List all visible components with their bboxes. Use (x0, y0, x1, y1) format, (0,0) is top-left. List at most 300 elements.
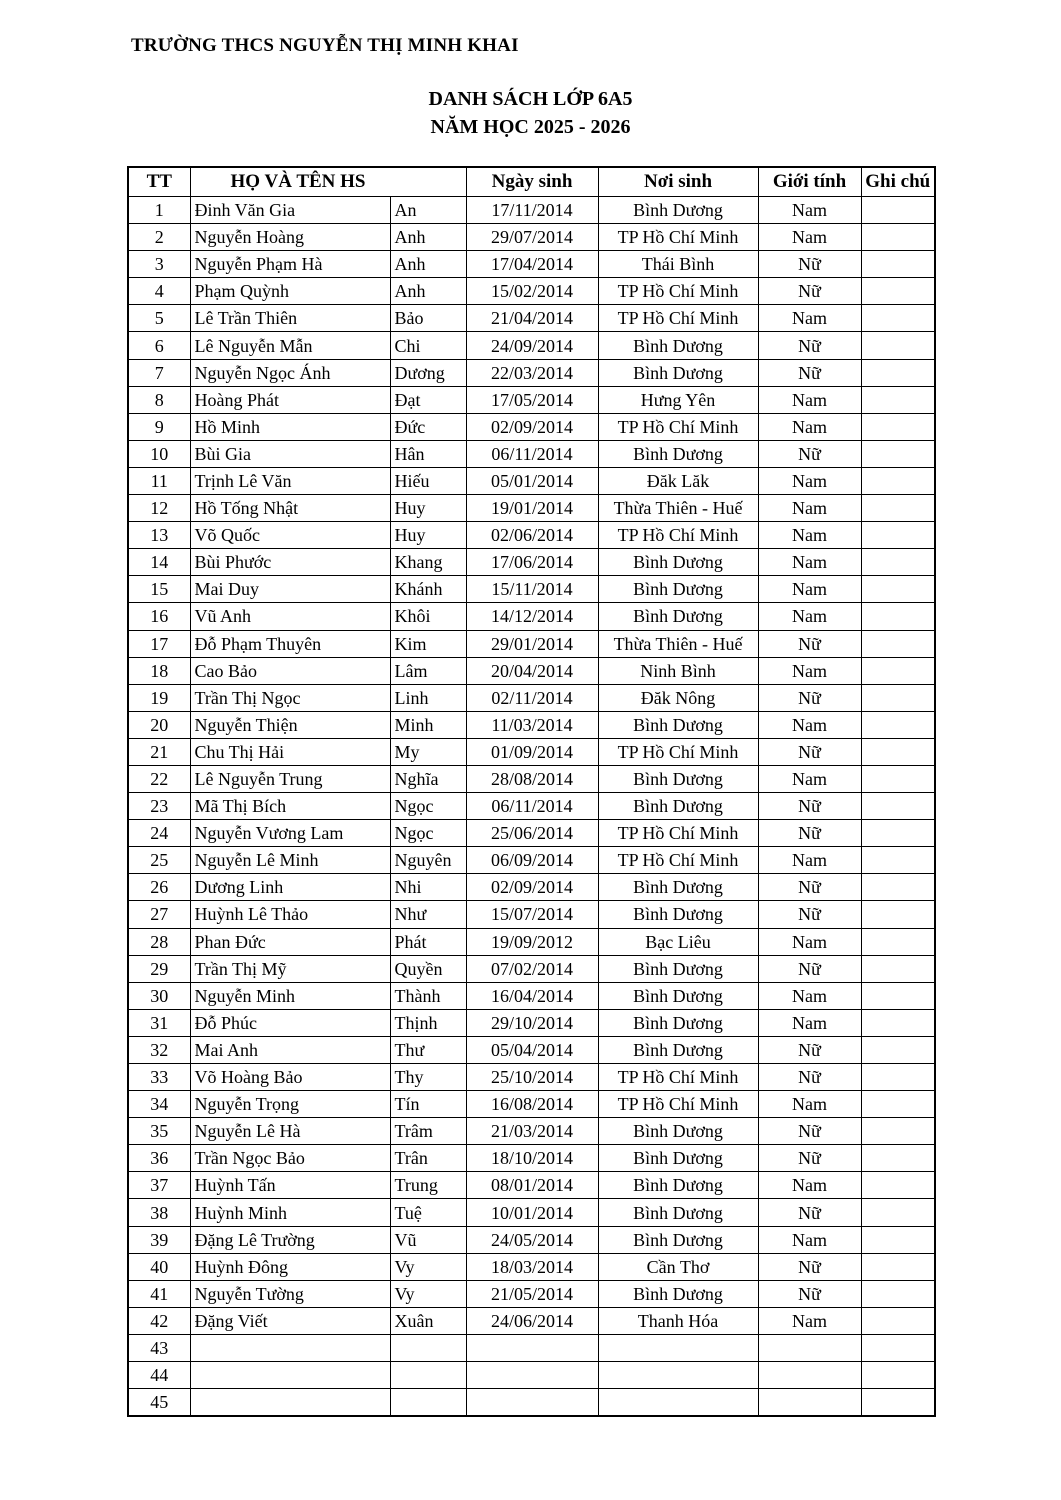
cell-family-name: Nguyễn Lê Minh (190, 847, 390, 874)
cell-birth-date: 08/01/2014 (466, 1172, 598, 1199)
table-row (128, 522, 935, 549)
cell-tt: 12 (128, 495, 190, 522)
table-row (128, 1280, 935, 1307)
cell-note (861, 467, 935, 494)
cell-tt: 42 (128, 1307, 190, 1334)
cell-tt: 16 (128, 603, 190, 630)
table-row (128, 603, 935, 630)
cell-tt: 37 (128, 1172, 190, 1199)
cell-birth-place: Bình Dương (598, 1009, 758, 1036)
table-row (128, 467, 935, 494)
table-row (128, 1145, 935, 1172)
table-row (128, 1253, 935, 1280)
table-row (128, 765, 935, 792)
cell-birth-place: Bình Dương (598, 1118, 758, 1145)
cell-birth-date: 06/09/2014 (466, 847, 598, 874)
cell-family-name: Nguyễn Vương Lam (190, 820, 390, 847)
cell-family-name: Lê Trần Thiên (190, 305, 390, 332)
cell-note (861, 1091, 935, 1118)
cell-gender: Nam (758, 576, 861, 603)
cell-given-name: Trung (390, 1172, 466, 1199)
table-row (128, 495, 935, 522)
cell-note (861, 440, 935, 467)
cell-tt: 27 (128, 901, 190, 928)
cell-birth-place: Hưng Yên (598, 386, 758, 413)
table-row (128, 847, 935, 874)
cell-note (861, 684, 935, 711)
table-row (128, 738, 935, 765)
cell-gender: Nữ (758, 1118, 861, 1145)
cell-birth-date (466, 1334, 598, 1361)
table-row (128, 901, 935, 928)
cell-family-name: Nguyễn Minh (190, 982, 390, 1009)
cell-birth-place: Bình Dương (598, 359, 758, 386)
cell-family-name: Huỳnh Tấn (190, 1172, 390, 1199)
cell-gender: Nam (758, 1091, 861, 1118)
cell-gender: Nữ (758, 440, 861, 467)
cell-note (861, 1199, 935, 1226)
cell-birth-date: 06/11/2014 (466, 793, 598, 820)
cell-given-name: Huy (390, 522, 466, 549)
cell-family-name: Cao Bảo (190, 657, 390, 684)
table-row (128, 576, 935, 603)
cell-family-name: Nguyễn Trọng (190, 1091, 390, 1118)
cell-gender: Nam (758, 495, 861, 522)
cell-note (861, 1226, 935, 1253)
cell-note (861, 495, 935, 522)
table-row (128, 413, 935, 440)
list-title: DANH SÁCH LỚP 6A5 (428, 88, 633, 110)
cell-tt: 41 (128, 1280, 190, 1307)
cell-note (861, 630, 935, 657)
cell-birth-date: 25/06/2014 (466, 820, 598, 847)
table-row (128, 1118, 935, 1145)
cell-birth-date: 24/09/2014 (466, 332, 598, 359)
cell-family-name: Võ Quốc (190, 522, 390, 549)
cell-tt: 33 (128, 1064, 190, 1091)
cell-note (861, 874, 935, 901)
cell-family-name: Lê Nguyễn Trung (190, 765, 390, 792)
table-row (128, 440, 935, 467)
cell-gender: Nữ (758, 1064, 861, 1091)
cell-birth-place: Bình Dương (598, 955, 758, 982)
cell-birth-date: 05/04/2014 (466, 1036, 598, 1063)
cell-family-name: Nguyễn Lê Hà (190, 1118, 390, 1145)
cell-given-name: Dương (390, 359, 466, 386)
cell-birth-date: 28/08/2014 (466, 765, 598, 792)
cell-note (861, 928, 935, 955)
cell-birth-place: Đăk Nông (598, 684, 758, 711)
cell-gender: Nam (758, 982, 861, 1009)
cell-gender (758, 1362, 861, 1389)
cell-birth-place: Bình Dương (598, 711, 758, 738)
cell-given-name: Lâm (390, 657, 466, 684)
cell-gender: Nam (758, 1172, 861, 1199)
cell-gender: Nữ (758, 793, 861, 820)
cell-birth-date: 17/06/2014 (466, 549, 598, 576)
cell-tt: 36 (128, 1145, 190, 1172)
header-dob: Ngày sinh (466, 167, 598, 197)
cell-gender: Nam (758, 549, 861, 576)
cell-birth-date: 18/10/2014 (466, 1145, 598, 1172)
cell-tt: 35 (128, 1118, 190, 1145)
cell-tt: 21 (128, 738, 190, 765)
table-row (128, 1091, 935, 1118)
cell-gender: Nam (758, 1307, 861, 1334)
table-row (128, 251, 935, 278)
cell-birth-date: 14/12/2014 (466, 603, 598, 630)
table-row (128, 332, 935, 359)
cell-note (861, 1036, 935, 1063)
cell-note (861, 1280, 935, 1307)
cell-birth-place: TP Hồ Chí Minh (598, 305, 758, 332)
cell-birth-place: Bình Dương (598, 603, 758, 630)
cell-tt: 38 (128, 1199, 190, 1226)
cell-tt: 45 (128, 1389, 190, 1417)
header-note: Ghi chú (861, 167, 935, 197)
cell-tt: 11 (128, 467, 190, 494)
cell-birth-date (466, 1389, 598, 1417)
cell-given-name: Thành (390, 982, 466, 1009)
table-row (128, 874, 935, 901)
cell-gender: Nam (758, 603, 861, 630)
cell-note (861, 1145, 935, 1172)
cell-birth-place (598, 1334, 758, 1361)
cell-note (861, 522, 935, 549)
table-row (128, 657, 935, 684)
cell-birth-place: Bình Dương (598, 1199, 758, 1226)
cell-birth-place: TP Hồ Chí Minh (598, 522, 758, 549)
cell-birth-place: Bạc Liêu (598, 928, 758, 955)
cell-tt: 30 (128, 982, 190, 1009)
table-row (128, 1064, 935, 1091)
cell-tt: 6 (128, 332, 190, 359)
table-row (128, 1389, 935, 1417)
cell-given-name: Kim (390, 630, 466, 657)
cell-birth-date: 19/01/2014 (466, 495, 598, 522)
cell-given-name: Thịnh (390, 1009, 466, 1036)
table-row (128, 630, 935, 657)
cell-birth-place: Thừa Thiên - Huế (598, 495, 758, 522)
cell-given-name: Ngọc (390, 820, 466, 847)
cell-tt: 23 (128, 793, 190, 820)
cell-birth-place: Thừa Thiên - Huế (598, 630, 758, 657)
table-row (128, 982, 935, 1009)
cell-family-name (190, 1334, 390, 1361)
cell-given-name: Anh (390, 224, 466, 251)
cell-birth-place: Bình Dương (598, 1226, 758, 1253)
cell-birth-date: 17/04/2014 (466, 251, 598, 278)
cell-birth-place: TP Hồ Chí Minh (598, 278, 758, 305)
cell-birth-place (598, 1362, 758, 1389)
cell-given-name: Vy (390, 1253, 466, 1280)
cell-given-name: An (390, 197, 466, 224)
cell-given-name: Khang (390, 549, 466, 576)
cell-birth-place: Bình Dương (598, 874, 758, 901)
cell-note (861, 332, 935, 359)
cell-gender: Nam (758, 1226, 861, 1253)
cell-tt: 31 (128, 1009, 190, 1036)
cell-note (861, 359, 935, 386)
cell-birth-place: TP Hồ Chí Minh (598, 413, 758, 440)
cell-gender: Nữ (758, 874, 861, 901)
cell-birth-date: 25/10/2014 (466, 1064, 598, 1091)
cell-given-name: Linh (390, 684, 466, 711)
cell-birth-date: 16/04/2014 (466, 982, 598, 1009)
cell-note (861, 711, 935, 738)
cell-tt: 26 (128, 874, 190, 901)
cell-family-name: Đặng Viết (190, 1307, 390, 1334)
cell-birth-date: 15/07/2014 (466, 901, 598, 928)
cell-family-name: Trần Thị Mỹ (190, 955, 390, 982)
cell-tt: 43 (128, 1334, 190, 1361)
cell-gender: Nữ (758, 901, 861, 928)
cell-family-name (190, 1389, 390, 1417)
cell-birth-date: 17/11/2014 (466, 197, 598, 224)
cell-gender: Nữ (758, 738, 861, 765)
cell-note (861, 793, 935, 820)
cell-gender: Nam (758, 305, 861, 332)
cell-birth-place: Bình Dương (598, 197, 758, 224)
table-row (128, 1199, 935, 1226)
cell-family-name: Lê Nguyễn Mẫn (190, 332, 390, 359)
cell-note (861, 955, 935, 982)
cell-birth-date: 18/03/2014 (466, 1253, 598, 1280)
cell-family-name: Mã Thị Bích (190, 793, 390, 820)
cell-tt: 32 (128, 1036, 190, 1063)
cell-note (861, 1307, 935, 1334)
cell-given-name: Anh (390, 251, 466, 278)
cell-gender: Nữ (758, 1036, 861, 1063)
cell-gender: Nữ (758, 684, 861, 711)
cell-gender (758, 1334, 861, 1361)
cell-birth-date: 07/02/2014 (466, 955, 598, 982)
table-row (128, 1009, 935, 1036)
cell-birth-date: 24/05/2014 (466, 1226, 598, 1253)
header-tt: TT (128, 167, 190, 197)
cell-given-name (390, 1362, 466, 1389)
table-row (128, 1334, 935, 1361)
cell-birth-date: 02/11/2014 (466, 684, 598, 711)
cell-note (861, 1389, 935, 1417)
table-row (128, 549, 935, 576)
cell-family-name: Mai Duy (190, 576, 390, 603)
cell-family-name: Đặng Lê Trường (190, 1226, 390, 1253)
cell-note (861, 413, 935, 440)
cell-given-name: Như (390, 901, 466, 928)
cell-note (861, 305, 935, 332)
cell-birth-date: 20/04/2014 (466, 657, 598, 684)
cell-birth-date: 11/03/2014 (466, 711, 598, 738)
cell-birth-place: TP Hồ Chí Minh (598, 738, 758, 765)
table-row (128, 820, 935, 847)
cell-birth-place: Bình Dương (598, 765, 758, 792)
cell-gender: Nam (758, 197, 861, 224)
cell-given-name: Khánh (390, 576, 466, 603)
cell-tt: 25 (128, 847, 190, 874)
cell-family-name: Nguyễn Phạm Hà (190, 251, 390, 278)
cell-tt: 20 (128, 711, 190, 738)
cell-gender: Nữ (758, 332, 861, 359)
cell-gender: Nam (758, 928, 861, 955)
table-row (128, 711, 935, 738)
cell-tt: 44 (128, 1362, 190, 1389)
table-row (128, 955, 935, 982)
cell-birth-date: 19/09/2012 (466, 928, 598, 955)
cell-family-name: Trần Ngọc Bảo (190, 1145, 390, 1172)
cell-family-name: Mai Anh (190, 1036, 390, 1063)
cell-note (861, 224, 935, 251)
cell-given-name: Xuân (390, 1307, 466, 1334)
cell-given-name: Hân (390, 440, 466, 467)
cell-note (861, 820, 935, 847)
cell-given-name: Nguyên (390, 847, 466, 874)
cell-note (861, 982, 935, 1009)
cell-birth-place: Bình Dương (598, 982, 758, 1009)
cell-note (861, 657, 935, 684)
cell-given-name: Thư (390, 1036, 466, 1063)
cell-note (861, 1172, 935, 1199)
cell-gender: Nam (758, 847, 861, 874)
cell-birth-date: 01/09/2014 (466, 738, 598, 765)
cell-birth-date: 24/06/2014 (466, 1307, 598, 1334)
cell-family-name: Phan Đức (190, 928, 390, 955)
cell-birth-date: 17/05/2014 (466, 386, 598, 413)
cell-gender: Nam (758, 657, 861, 684)
cell-tt: 3 (128, 251, 190, 278)
cell-gender: Nam (758, 224, 861, 251)
cell-given-name: Đức (390, 413, 466, 440)
cell-gender: Nữ (758, 630, 861, 657)
cell-birth-place: Bình Dương (598, 793, 758, 820)
cell-note (861, 1118, 935, 1145)
cell-birth-place: Bình Dương (598, 332, 758, 359)
table-header-row (128, 167, 935, 197)
cell-birth-date: 29/10/2014 (466, 1009, 598, 1036)
cell-birth-place: Bình Dương (598, 1145, 758, 1172)
cell-note (861, 1253, 935, 1280)
cell-birth-place: Bình Dương (598, 901, 758, 928)
cell-given-name: My (390, 738, 466, 765)
cell-given-name: Trâm (390, 1118, 466, 1145)
cell-birth-place: Bình Dương (598, 576, 758, 603)
cell-given-name: Tín (390, 1091, 466, 1118)
header-sex: Giới tính (758, 167, 861, 197)
cell-note (861, 1009, 935, 1036)
cell-birth-place: TP Hồ Chí Minh (598, 1091, 758, 1118)
cell-tt: 8 (128, 386, 190, 413)
cell-gender: Nữ (758, 1253, 861, 1280)
cell-family-name: Vũ Anh (190, 603, 390, 630)
cell-birth-date: 16/08/2014 (466, 1091, 598, 1118)
cell-family-name: Hồ Minh (190, 413, 390, 440)
cell-given-name: Minh (390, 711, 466, 738)
cell-tt: 4 (128, 278, 190, 305)
cell-note (861, 1362, 935, 1389)
cell-given-name: Tuệ (390, 1199, 466, 1226)
header-name: HỌ VÀ TÊN HS (190, 167, 466, 197)
cell-gender: Nam (758, 522, 861, 549)
cell-tt: 5 (128, 305, 190, 332)
cell-given-name: Phát (390, 928, 466, 955)
cell-tt: 28 (128, 928, 190, 955)
cell-tt: 7 (128, 359, 190, 386)
cell-note (861, 603, 935, 630)
cell-tt: 14 (128, 549, 190, 576)
cell-family-name: Võ Hoàng Bảo (190, 1064, 390, 1091)
cell-family-name: Đỗ Phạm Thuyên (190, 630, 390, 657)
cell-tt: 34 (128, 1091, 190, 1118)
cell-note (861, 549, 935, 576)
cell-tt: 29 (128, 955, 190, 982)
cell-gender: Nam (758, 711, 861, 738)
cell-given-name: Vũ (390, 1226, 466, 1253)
cell-given-name: Anh (390, 278, 466, 305)
cell-birth-date: 05/01/2014 (466, 467, 598, 494)
table-row (128, 1307, 935, 1334)
cell-family-name: Hoàng Phát (190, 386, 390, 413)
cell-birth-place: TP Hồ Chí Minh (598, 820, 758, 847)
cell-note (861, 1334, 935, 1361)
cell-note (861, 576, 935, 603)
cell-family-name: Huỳnh Minh (190, 1199, 390, 1226)
cell-tt: 39 (128, 1226, 190, 1253)
cell-birth-place (598, 1389, 758, 1417)
cell-tt: 10 (128, 440, 190, 467)
school-year: NĂM HỌC 2025 - 2026 (430, 116, 631, 138)
cell-gender: Nữ (758, 1145, 861, 1172)
table-row (128, 1362, 935, 1389)
cell-birth-date: 29/01/2014 (466, 630, 598, 657)
header-pob: Nơi sinh (598, 167, 758, 197)
cell-birth-place: TP Hồ Chí Minh (598, 1064, 758, 1091)
cell-family-name: Chu Thị Hải (190, 738, 390, 765)
cell-given-name: Nghĩa (390, 765, 466, 792)
table-row (128, 224, 935, 251)
cell-birth-date: 06/11/2014 (466, 440, 598, 467)
cell-birth-place: Bình Dương (598, 1036, 758, 1063)
cell-given-name: Thy (390, 1064, 466, 1091)
cell-note (861, 738, 935, 765)
cell-gender: Nam (758, 765, 861, 792)
cell-birth-date: 10/01/2014 (466, 1199, 598, 1226)
student-table (127, 166, 936, 1417)
table-row (128, 1036, 935, 1063)
cell-birth-place: Cần Thơ (598, 1253, 758, 1280)
cell-given-name: Hiếu (390, 467, 466, 494)
cell-gender (758, 1389, 861, 1417)
cell-birth-date: 02/09/2014 (466, 874, 598, 901)
cell-given-name: Quyền (390, 955, 466, 982)
cell-given-name: Chi (390, 332, 466, 359)
cell-note (861, 278, 935, 305)
cell-gender: Nữ (758, 1199, 861, 1226)
cell-family-name: Nguyễn Ngọc Ánh (190, 359, 390, 386)
cell-birth-place: Thanh Hóa (598, 1307, 758, 1334)
cell-family-name: Huỳnh Đông (190, 1253, 390, 1280)
cell-given-name (390, 1389, 466, 1417)
cell-family-name: Hồ Tống Nhật (190, 495, 390, 522)
cell-family-name: Phạm Quỳnh (190, 278, 390, 305)
cell-birth-place: Đăk Lăk (598, 467, 758, 494)
cell-gender: Nữ (758, 955, 861, 982)
cell-tt: 9 (128, 413, 190, 440)
cell-tt: 24 (128, 820, 190, 847)
cell-tt: 2 (128, 224, 190, 251)
cell-birth-date: 02/09/2014 (466, 413, 598, 440)
cell-note (861, 386, 935, 413)
cell-birth-place: Bình Dương (598, 1172, 758, 1199)
